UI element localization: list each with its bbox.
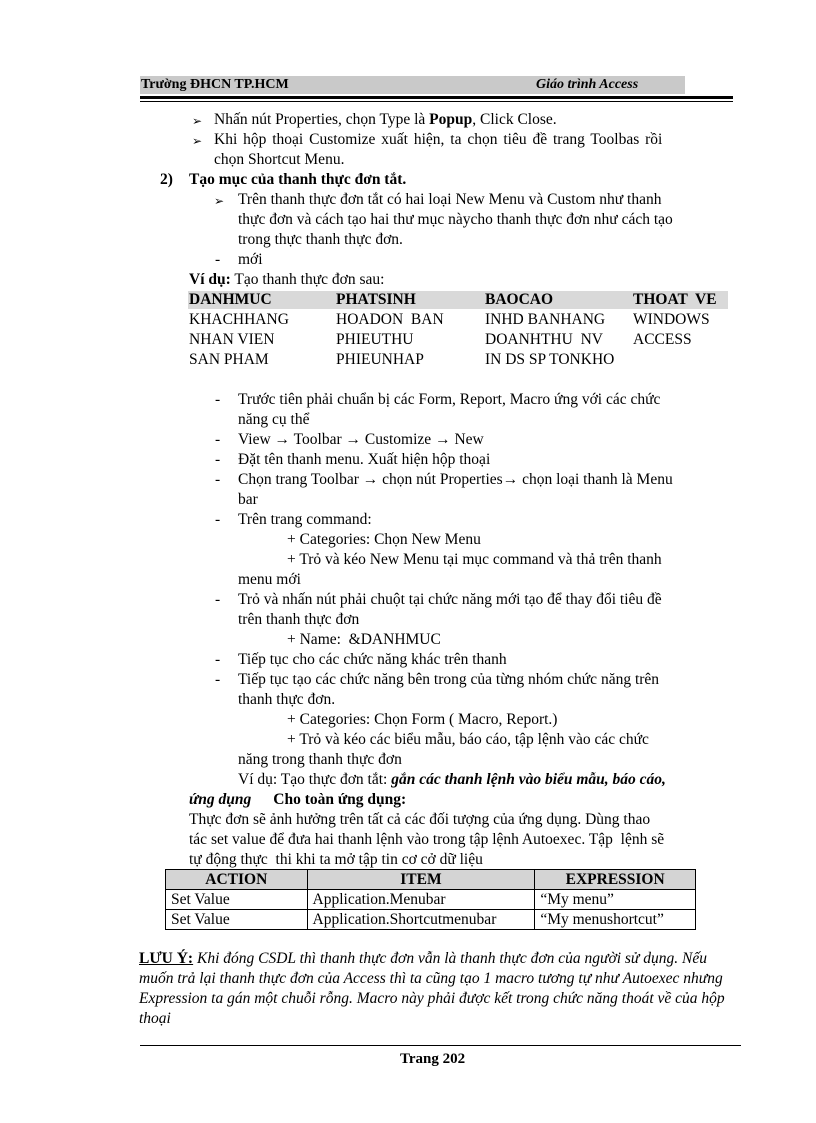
menu-header-phatsinh: PHATSINH	[336, 291, 416, 308]
menu-item: HOADON BAN	[336, 311, 444, 328]
arrow-icon: →	[274, 431, 291, 448]
table-cell: “My menushortcut”	[535, 910, 696, 930]
intro-bullet-2-cont: chọn Shortcut Menu.	[214, 151, 345, 168]
note-label: LƯU Ý:	[139, 950, 194, 967]
table-cell: Application.Menubar	[307, 890, 535, 910]
menu-item: IN DS SP TONKHO	[485, 351, 615, 368]
menu-item: PHIEUTHU	[336, 331, 414, 348]
step-choose-toolbar-cont: bar	[238, 491, 258, 508]
table-header-row	[166, 870, 696, 890]
column-header-expression: EXPRESSION	[535, 870, 696, 890]
dash-marker: -	[215, 251, 221, 268]
table-row	[166, 910, 696, 930]
example-caption: Ví dụ: Tạo thanh thực đơn sau:	[189, 271, 385, 288]
dash-marker: -	[215, 451, 221, 468]
table-cell: “My menu”	[535, 890, 696, 910]
dash-marker: -	[215, 471, 221, 488]
step-inner-functions-cont: thanh thực đơn.	[238, 691, 336, 708]
section-bullet-line-1: Trên thanh thực đơn tắt có hai loại New Menu và Custom như thanh	[238, 191, 662, 208]
step-command: Trên trang command:	[238, 511, 372, 528]
table-cell: Application.Shortcutmenubar	[307, 910, 535, 930]
header-school: Trường ĐHCN TP.HCM	[141, 77, 289, 92]
table-row	[166, 890, 696, 910]
dash-marker: -	[215, 591, 221, 608]
note-text: Khi đóng CSDL thì thanh thực đơn vẫn là thanh thực đơn của người sử dụng. Nếu muốn trả lại thanh thực đơn của Access thì ta cũng tạo 1 macro tương tự như Autoexec nhưng Expression ta gán một chuỗi rỗng. Macro này phải được kết trong chức năng thoát về của hộp thoại	[139, 950, 725, 1027]
dash-marker: -	[215, 431, 221, 448]
arrow-icon: →	[362, 471, 379, 488]
arrow-icon: →	[345, 431, 361, 448]
menu-item: WINDOWS	[633, 311, 710, 328]
arrow-icon: →	[502, 471, 519, 488]
menu-item: INHD BANHANG	[485, 311, 606, 328]
shortcut-example: Ví dụ: Tạo thực đơn tắt: gắn các thanh lệnh vào biểu mẫu, báo cáo,	[238, 771, 666, 788]
bullet-arrow-icon: ➢	[192, 134, 203, 148]
dash-marker: -	[215, 651, 221, 668]
paragraph-line-3: tự động thực thi khi ta mở tập tin cơ cở dữ liệu	[189, 851, 483, 868]
dash-item-moi: mới	[238, 251, 263, 268]
table-cell: Set Value	[166, 890, 308, 910]
step-rename-sub: + Name: &DANHMUC	[287, 631, 441, 648]
page-number: Trang 202	[400, 1051, 466, 1067]
header-rule-thick	[140, 96, 733, 99]
menu-header-danhmuc: DANHMUC	[189, 291, 272, 308]
menu-item: SAN PHAM	[189, 351, 269, 368]
menu-item: ACCESS	[633, 331, 692, 348]
arrow-icon: →	[435, 431, 451, 448]
step-rename-cont: trên thanh thực đơn	[238, 611, 360, 628]
step-view-path: View → Toolbar → Customize → New	[238, 431, 484, 448]
menu-item: NHAN VIEN	[189, 331, 275, 348]
bullet-arrow-icon: ➢	[192, 114, 203, 128]
menu-item: DOANHTHU NV	[485, 331, 603, 348]
bullet-arrow-icon: ➢	[214, 194, 225, 208]
note-paragraph	[139, 949, 741, 1029]
step-prepare-cont: năng cụ thể	[238, 411, 310, 428]
footer-rule	[140, 1045, 741, 1046]
step-inner-functions: Tiếp tục tạo các chức năng bên trong của từng nhóm chức năng trên	[238, 671, 660, 688]
dash-marker: -	[215, 391, 221, 408]
header-rule-thin	[140, 101, 733, 102]
paragraph-line-2: tác set value để đưa hai thanh lệnh vào trong tập lệnh Autoexec. Tập lệnh sẽ	[189, 831, 665, 848]
menu-header-baocao: BAOCAO	[485, 291, 554, 308]
column-header-item: ITEM	[307, 870, 535, 890]
action-table	[165, 869, 696, 930]
step-choose-toolbar: Chọn trang Toolbar → chọn nút Properties→ chọn loại thanh là Menu	[238, 471, 673, 488]
step-inner-sub-2: + Trỏ và kéo các biểu mẫu, báo cáo, tập lệnh vào các chức	[287, 731, 649, 748]
menu-item: KHACHHANG	[189, 311, 289, 328]
dash-marker: -	[215, 671, 221, 688]
column-header-action: ACTION	[166, 870, 308, 890]
header-book-title: Giáo trình Access	[536, 77, 639, 92]
intro-bullet-2: Khi hộp thoại Customize xuất hiện, ta chọn tiêu đề trang Toolbas rồi	[214, 131, 663, 148]
step-command-sub-1: + Categories: Chọn New Menu	[287, 531, 481, 548]
menu-item: PHIEUNHAP	[336, 351, 424, 368]
paragraph-line-1: Thực đơn sẽ ảnh hưởng trên tất cả các đối tượng của ứng dụng. Dùng thao	[189, 811, 651, 828]
shortcut-example-cont: ứng dụng Cho toàn ứng dụng:	[189, 791, 407, 808]
menu-header-thoatve: THOAT VE	[633, 291, 717, 308]
step-rename: Trỏ và nhấn nút phải chuột tại chức năng mới tạo để thay đổi tiêu đề	[238, 591, 662, 608]
section-title: Tạo mục của thanh thực đơn tắt.	[189, 171, 407, 188]
dash-marker: -	[215, 511, 221, 528]
section-bullet-line-2: thực đơn và cách tạo hai thư mục nàycho thanh thực đơn như cách tạo	[238, 211, 673, 228]
step-command-sub-2-cont: menu mới	[238, 571, 301, 588]
step-continue: Tiếp tục cho các chức năng khác trên thanh	[238, 651, 507, 668]
step-prepare: Trước tiên phải chuẩn bị các Form, Report, Macro ứng với các chức	[238, 391, 661, 408]
step-inner-sub-1: + Categories: Chọn Form ( Macro, Report.)	[287, 711, 558, 728]
step-name-menu: Đặt tên thanh menu. Xuất hiện hộp thoại	[238, 451, 491, 468]
section-bullet-line-3: trong thực thanh thực đơn.	[238, 231, 403, 248]
table-cell: Set Value	[166, 910, 308, 930]
section-number: 2)	[160, 171, 173, 188]
step-inner-sub-2-cont: năng trong thanh thực đơn	[238, 751, 402, 768]
intro-bullet-1: Nhấn nút Properties, chọn Type là Popup, Click Close.	[214, 111, 557, 128]
step-command-sub-2: + Trỏ và kéo New Menu tại mục command và thả trên thanh	[287, 551, 662, 568]
